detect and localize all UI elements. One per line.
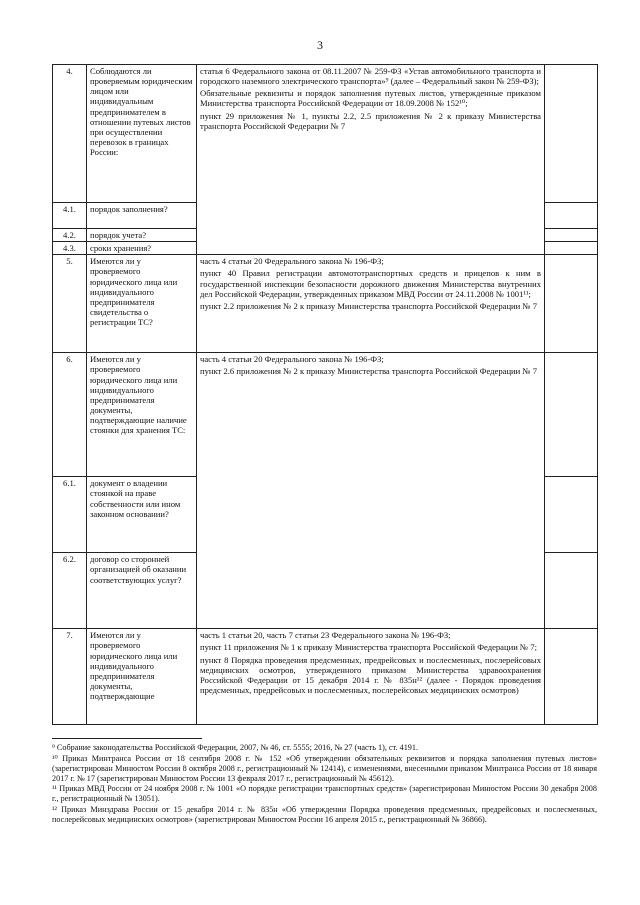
reference-line: часть 4 статьи 20 Федерального закона № 196-ФЗ; <box>200 256 384 267</box>
row-number: 4.1. <box>53 203 87 229</box>
row-question: Соблюдаются ли проверяемым юридическим лицом или индивидуальным предпринимателем в отношении путевых листов при осуществлении перевозок в границах России: <box>87 65 197 203</box>
footnote-separator <box>52 738 202 739</box>
row-number: 4.2. <box>53 229 87 242</box>
table-row <box>53 629 598 725</box>
reference-line: пункт 2.6 приложения № 2 к приказу Министерства транспорта Российской Федерации № 7 <box>200 366 538 377</box>
row-legal-reference <box>197 65 545 255</box>
answer-cell <box>545 255 598 353</box>
answer-cell <box>545 477 598 553</box>
reference-line: часть 1 статьи 20, часть 7 статьи 23 Федерального закона № 196-ФЗ; <box>200 630 451 641</box>
reference-line: Обязательные реквизиты и порядок заполнения путевых листов, утвержденные приказом Министерства транспорта Российской Федерации от 18.09.2008 № 152¹⁰; <box>200 88 541 109</box>
table-row <box>53 65 598 203</box>
answer-cell <box>545 242 598 255</box>
reference-line: статья 6 Федерального закона от 08.11.2007 № 259-ФЗ «Устав автомобильного транспорта и городского наземного электрического транспорта»⁹ (далее – Федеральный закон № 259-ФЗ); <box>200 66 541 87</box>
row-question: порядок учета? <box>87 229 197 242</box>
answer-cell <box>545 65 598 203</box>
answer-cell <box>545 229 598 242</box>
reference-line: пункт 11 приложения № 1 к приказу Министерства транспорта Российской Федерации № 7; <box>200 642 537 653</box>
answer-cell <box>545 203 598 229</box>
footnote: ¹¹ Приказ МВД России от 24 ноября 2008 г. № 1001 «О порядке регистрации транспортных средств» (зарегистрирован Минюстом России 30 декабря 2008 г., регистрационный № 13051). <box>52 784 597 804</box>
row-question: документ о владении стоянкой на праве собственности или ином законном основании? <box>87 477 197 553</box>
row-legal-reference <box>197 353 545 629</box>
reference-line: пункт 8 Порядка проведения предсменных, предрейсовых и послесменных, послерейсовых медицинских осмотров, утвержденного приказом Министерства здравоохранения Российской Федерации от 15 декабря 2014 г. № 835н¹² (далее - Порядок проведения предсменных, предрейсовых и послесменных, послерейсовых медицинских осмотров) <box>200 654 541 695</box>
reference-line: пункт 2.2 приложения № 2 к приказу Министерства транспорта Российской Федерации № 7 <box>200 300 538 311</box>
footnotes <box>52 743 597 826</box>
row-number: 5. <box>53 255 87 353</box>
checklist-table <box>52 64 598 725</box>
row-number: 6. <box>53 353 87 477</box>
reference-line: пункт 29 приложения № 1, пункты 2.2, 2.5 приложения № 2 к приказу Министерства транспорта Российской Федерации № 7 <box>200 110 541 131</box>
row-number: 6.1. <box>53 477 87 553</box>
reference-line: пункт 40 Правил регистрации автомототранспортных средств и прицепов к ним в государственной инспекции безопасности дорожного движения Министерства внутренних дел Российской Федерации, утвержденных приказом МВД России от 24.11.2008 № 1001¹¹; <box>200 268 541 299</box>
page-number: 3 <box>317 38 323 52</box>
row-question: Имеются ли у проверяемого юридического лица или индивидуального предпринимателя документы, подтверждающие <box>87 629 197 725</box>
answer-cell <box>545 629 598 725</box>
row-number: 7. <box>53 629 87 725</box>
row-question: договор со сторонней организацией об оказании соответствующих услуг? <box>87 553 197 629</box>
answer-cell <box>545 353 598 477</box>
row-question: Имеются ли у проверяемого юридического лица или индивидуального предпринимателя свидетельства о регистрации ТС? <box>87 255 197 353</box>
row-number: 4.3. <box>53 242 87 255</box>
row-question: Имеются ли у проверяемого юридического лица или индивидуального предпринимателя документы, подтверждающие наличие стоянки для хранения ТС: <box>87 353 197 477</box>
row-question: сроки хранения? <box>87 242 197 255</box>
table-row <box>53 255 598 353</box>
row-number: 6.2. <box>53 553 87 629</box>
row-legal-reference <box>197 629 545 725</box>
row-number: 4. <box>53 65 87 203</box>
reference-line: часть 4 статьи 20 Федерального закона № 196-ФЗ; <box>200 354 384 365</box>
footnote: ¹² Приказ Минздрава России от 15 декабря 2014 г. № 835н «Об утверждении Порядка проведения предсменных, предрейсовых и послесменных, послерейсовых медицинских осмотров» (зарегистрирован Минюстом России 16 апреля 2015 г., регистрационный № 36866). <box>52 805 597 824</box>
footnote: ¹⁰ Приказ Минтранса России от 18 сентября 2008 г. № 152 «Об утверждении обязательных реквизитов и порядка заполнения путевых листов» (зарегистрирован Минюстом России 8 октября 2008 г., регистрационный № 12414), с изменениями, внесенными приказом Минтранса России от 18 января 2017 г. № 17 (зарегистрирован Минюстом России 13 февраля 2017 г., регистрационный № 45612). <box>52 753 597 783</box>
footnote: ⁹ Собрание законодательства Российской Федерации, 2007, № 46, ст. 5555; 2016, № 27 (часть 1), ст. 4191. <box>52 743 419 752</box>
row-legal-reference <box>197 255 545 353</box>
answer-cell <box>545 553 598 629</box>
row-question: порядок заполнения? <box>87 203 197 229</box>
table-row <box>53 353 598 477</box>
